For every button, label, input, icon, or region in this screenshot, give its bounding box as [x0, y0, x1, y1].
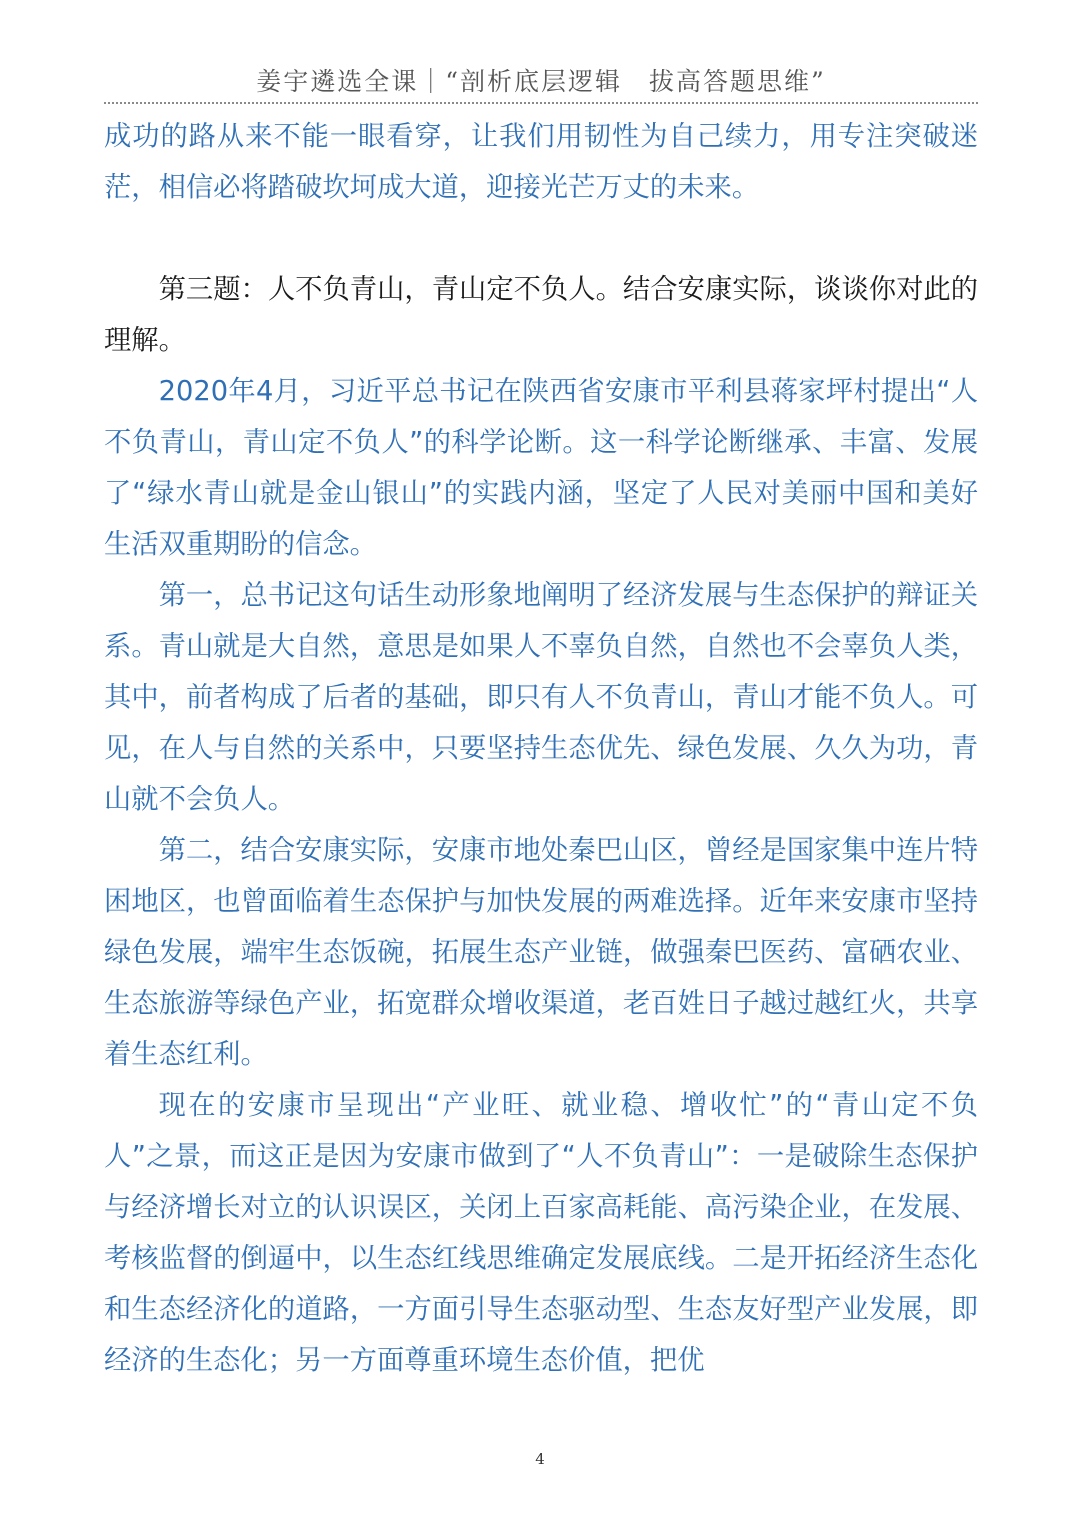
document-body: [104, 111, 978, 1386]
page-header: 姜宇遴选全课｜“剖析底层逻辑 拔高答题思维”: [256, 67, 826, 96]
header-divider: [104, 102, 978, 104]
paragraph-point-one: 第一，总书记这句话生动形象地阐明了经济发展与生态保护的辩证关系。青山就是大自然，意思是如果人不辜负自然，自然也不会辜负人类，其中，前者构成了后者的基础，即只有人不负青山，青山才能不负人。可见，在人与自然的关系中，只要坚持生态优先、绿色发展、久久为功，青山就不会负人。: [104, 580, 978, 815]
question-three: 第三题：人不负青山，青山定不负人。结合安康实际，谈谈你对此的理解。: [104, 274, 978, 356]
paragraph-current-ankang: 现在的安康市呈现出“产业旺、就业稳、增收忙”的“青山定不负人”之景，而这正是因为安康市做到了“人不负青山”：一是破除生态保护与经济增长对立的认识误区，关闭上百家高耗能、高污染企业，在发展、考核监督的倒逼中，以生态红线思维确定发展底线。二是开拓经济生态化和生态经济化的道路，一方面引导生态驱动型、生态友好型产业发展，即经济的生态化；另一方面尊重环境生态价值，把优: [104, 1090, 978, 1376]
page-number: 4: [535, 1450, 545, 1468]
paragraph-spacer: [104, 213, 978, 264]
paragraph-intro: 2020年4月，习近平总书记在陕西省安康市平利县蒋家坪村提出“人不负青山，青山定不负人”的科学论断。这一科学论断继承、丰富、发展了“绿水青山就是金山银山”的实践内涵，坚定了人民对美丽中国和美好生活双重期盼的信念。: [104, 376, 978, 560]
paragraph-point-two: 第二，结合安康实际，安康市地处秦巴山区，曾经是国家集中连片特困地区，也曾面临着生态保护与加快发展的两难选择。近年来安康市坚持绿色发展，端牢生态饭碗，拓展生态产业链，做强秦巴医药、富硒农业、生态旅游等绿色产业，拓宽群众增收渠道，老百姓日子越过越红火，共享着生态红利。: [104, 835, 978, 1070]
paragraph-closing: 成功的路从来不能一眼看穿，让我们用韧性为自己续力，用专注突破迷茫，相信必将踏破坎坷成大道，迎接光芒万丈的未来。: [104, 121, 978, 203]
